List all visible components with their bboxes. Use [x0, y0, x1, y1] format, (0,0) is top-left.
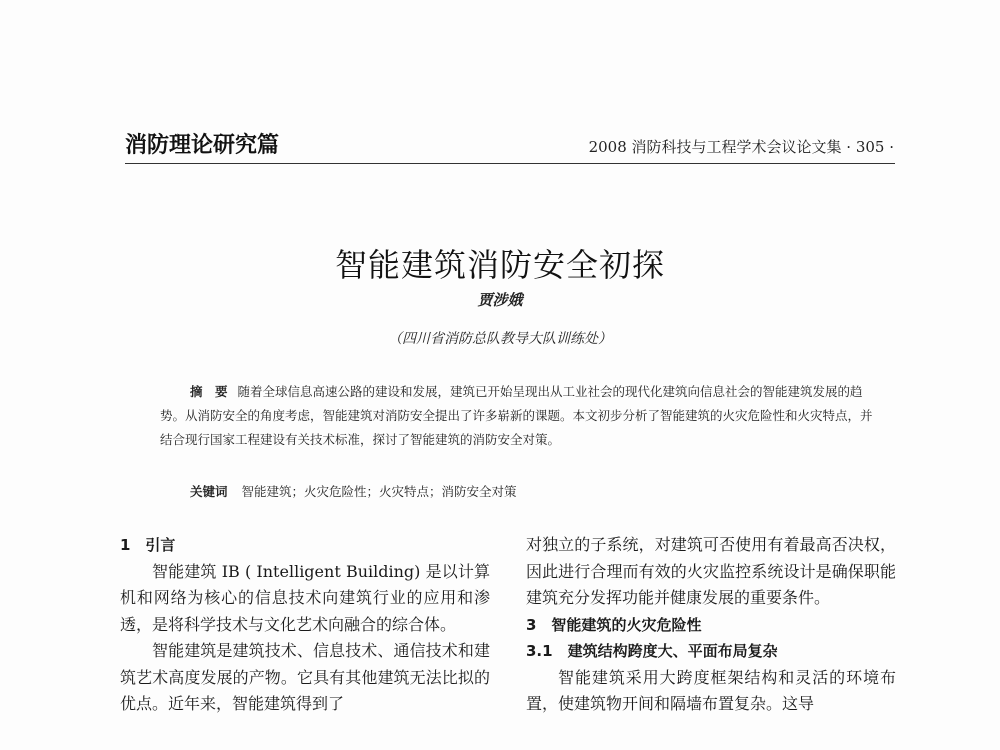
abstract-label: 摘 要 — [190, 384, 228, 399]
section-heading-intro: 1 引言 — [120, 536, 176, 554]
article-affiliation: （四川省消防总队教导大队训练处） — [388, 331, 612, 347]
keywords-label: 关键词 — [190, 484, 228, 499]
header-divider — [125, 163, 895, 164]
abstract — [160, 380, 880, 452]
abstract-text: 随着全球信息高速公路的建设和发展，建筑已开始呈现出从工业社会的现代化建筑向信息社会的智能建筑发展的趋势。从消防安全的角度考虑，智能建筑对消防安全提出了许多崭新的课题。本文初步分析了智能建筑的火灾危险性和火灾特点，并结合现行国家工程建设有关技术标准，探讨了智能建筑的消防安全对策。 — [160, 384, 873, 447]
left-column — [120, 532, 490, 718]
section-header: 消防理论研究篇 — [125, 133, 280, 158]
article-title: 智能建筑消防安全初探 — [334, 246, 665, 284]
paragraph: 智能建筑 IB ( Intelligent Building) 是以计算机和网络为核心的信息技术向建筑行业的应用和渗透，是将科学技术与文化艺术向融合的综合体。 — [120, 561, 490, 634]
paragraph-continued: 对独立的子系统，对建筑可否使用有着最高否决权，因此进行合理而有效的火灾监控系统设计是确保职能建筑充分发挥功能并健康发展的重要条件。 — [526, 535, 896, 607]
running-title: 2008 消防科技与工程学术会议论文集 · 305 · — [588, 138, 894, 156]
right-column — [526, 532, 896, 718]
keywords-text: 智能建筑；火灾危险性；火灾特点；消防安全对策 — [241, 484, 517, 499]
subsection-heading-3-1: 3.1 建筑结构跨度大、平面布局复杂 — [526, 642, 778, 660]
paragraph: 智能建筑采用大跨度框架结构和灵活的环境布置，使建筑物开间和隔墙布置复杂。这导 — [526, 667, 896, 713]
paragraph: 智能建筑是建筑技术、信息技术、通信技术和建筑艺术高度发展的产物。它具有其他建筑无法比拟的优点。近年来，智能建筑得到了 — [120, 641, 490, 713]
keywords — [190, 482, 880, 500]
section-heading-3: 3 智能建筑的火灾危险性 — [526, 615, 702, 634]
article-author: 贾涉娥 — [477, 291, 523, 309]
